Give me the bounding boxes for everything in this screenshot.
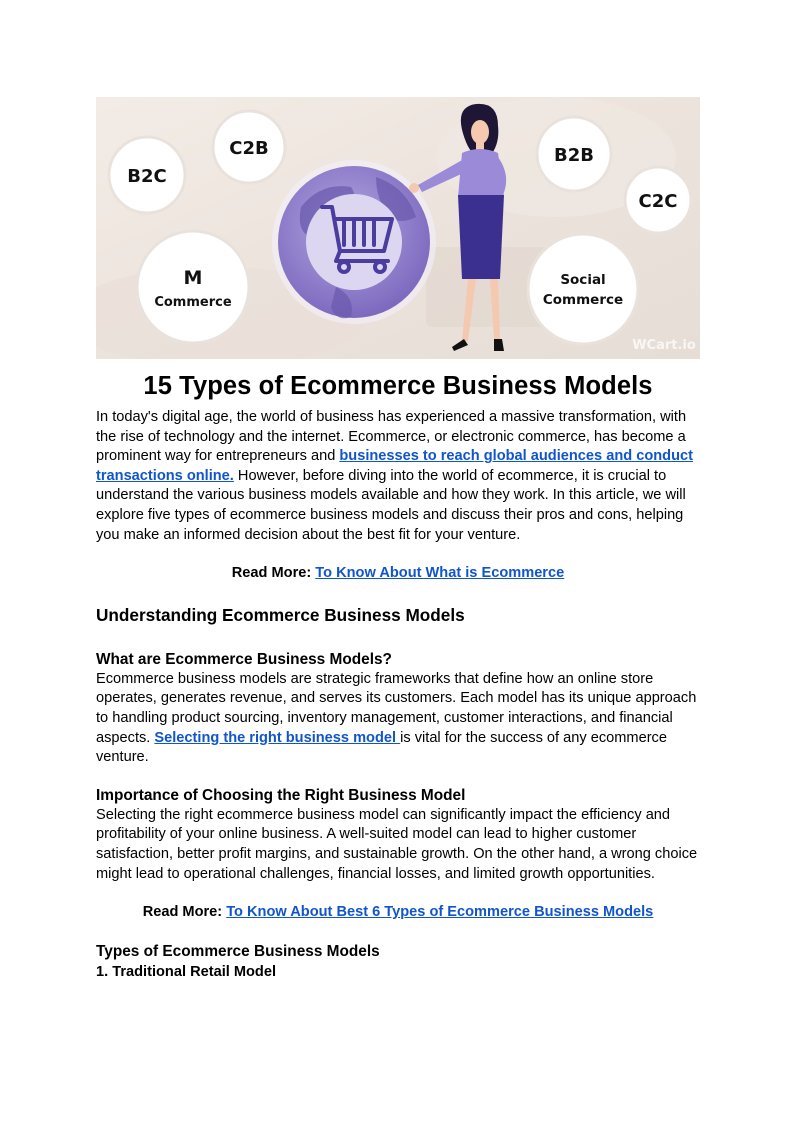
article-title: 15 Types of Ecommerce Business Models <box>143 372 653 400</box>
bubble-c2b <box>213 111 285 183</box>
bubble-b2c <box>109 137 185 213</box>
hero-image <box>96 97 700 359</box>
svg-text:C2B: C2B <box>229 138 269 159</box>
svg-text:Commerce: Commerce <box>542 292 624 308</box>
what-is-ecommerce-link[interactable]: To Know About What is Ecommerce <box>315 565 565 582</box>
section-heading: Understanding Ecommerce Business Models <box>96 604 465 625</box>
watermark: WCart.io <box>632 338 696 353</box>
importance-heading: Importance of Choosing the Right Business Model <box>96 786 466 804</box>
svg-text:M: M <box>183 267 203 289</box>
global-audiences-link[interactable]: businesses to reach global audiences and conduct transactions online. <box>96 448 693 484</box>
svg-text:Social: Social <box>560 272 606 288</box>
svg-text:B2C: B2C <box>127 166 167 187</box>
bubble-m-commerce <box>137 231 249 343</box>
intro-paragraph: In today's digital age, the world of business has experienced a massive transformation, with the rise of technology and the internet. Ecommerce, or electronic commerce, has become a prominent way for entrepreneurs and businesses to reach global audiences and conduct transactions online. However, before diving into the world of ecommerce, it is crucial to understand the various business models available and how they work. In this article, we will explore five types of ecommerce business models and discuss their pros and cons, helping you make an informed decision about the best fit for your venture. <box>96 409 693 543</box>
selecting-model-link[interactable]: Selecting the right business model <box>154 729 401 746</box>
svg-text:C2C: C2C <box>638 191 678 212</box>
read-more-2: Read More: To Know About Best 6 Types of Ecommerce Business Models <box>142 904 654 921</box>
read-more-1: Read More: To Know About What is Ecommerce <box>231 565 565 582</box>
what-are-heading: What are Ecommerce Business Models? <box>96 650 392 668</box>
bubble-b2b <box>537 117 611 191</box>
bubble-c2c <box>625 167 691 233</box>
svg-text:Commerce: Commerce <box>154 295 232 310</box>
best-6-types-link[interactable]: To Know About Best 6 Types of Ecommerce Business Models <box>226 904 654 921</box>
type-1-heading: 1. Traditional Retail Model <box>96 963 277 980</box>
what-are-paragraph: Ecommerce business models are strategic frameworks that define how an online store operates, generates revenue, and serves its customers. Each model has its unique approach to handling product sourcing, inventory management, customer interactions, and financial aspects. Selecting the right business model is vital for the success of any ecommerce venture. <box>96 670 697 766</box>
bubble-social-commerce <box>528 234 638 344</box>
types-heading: Types of Ecommerce Business Models <box>96 942 380 960</box>
importance-paragraph: Selecting the right ecommerce business model can significantly impact the efficiency and profitability of your online business. A well-suited model can lead to higher customer satisfaction, better profit margins, and sustainable growth. On the other hand, a wrong choice might lead to operational challenges, financial losses, and limited growth opportunities. <box>96 806 698 882</box>
svg-text:B2B: B2B <box>554 145 594 166</box>
document-page <box>96 97 700 982</box>
